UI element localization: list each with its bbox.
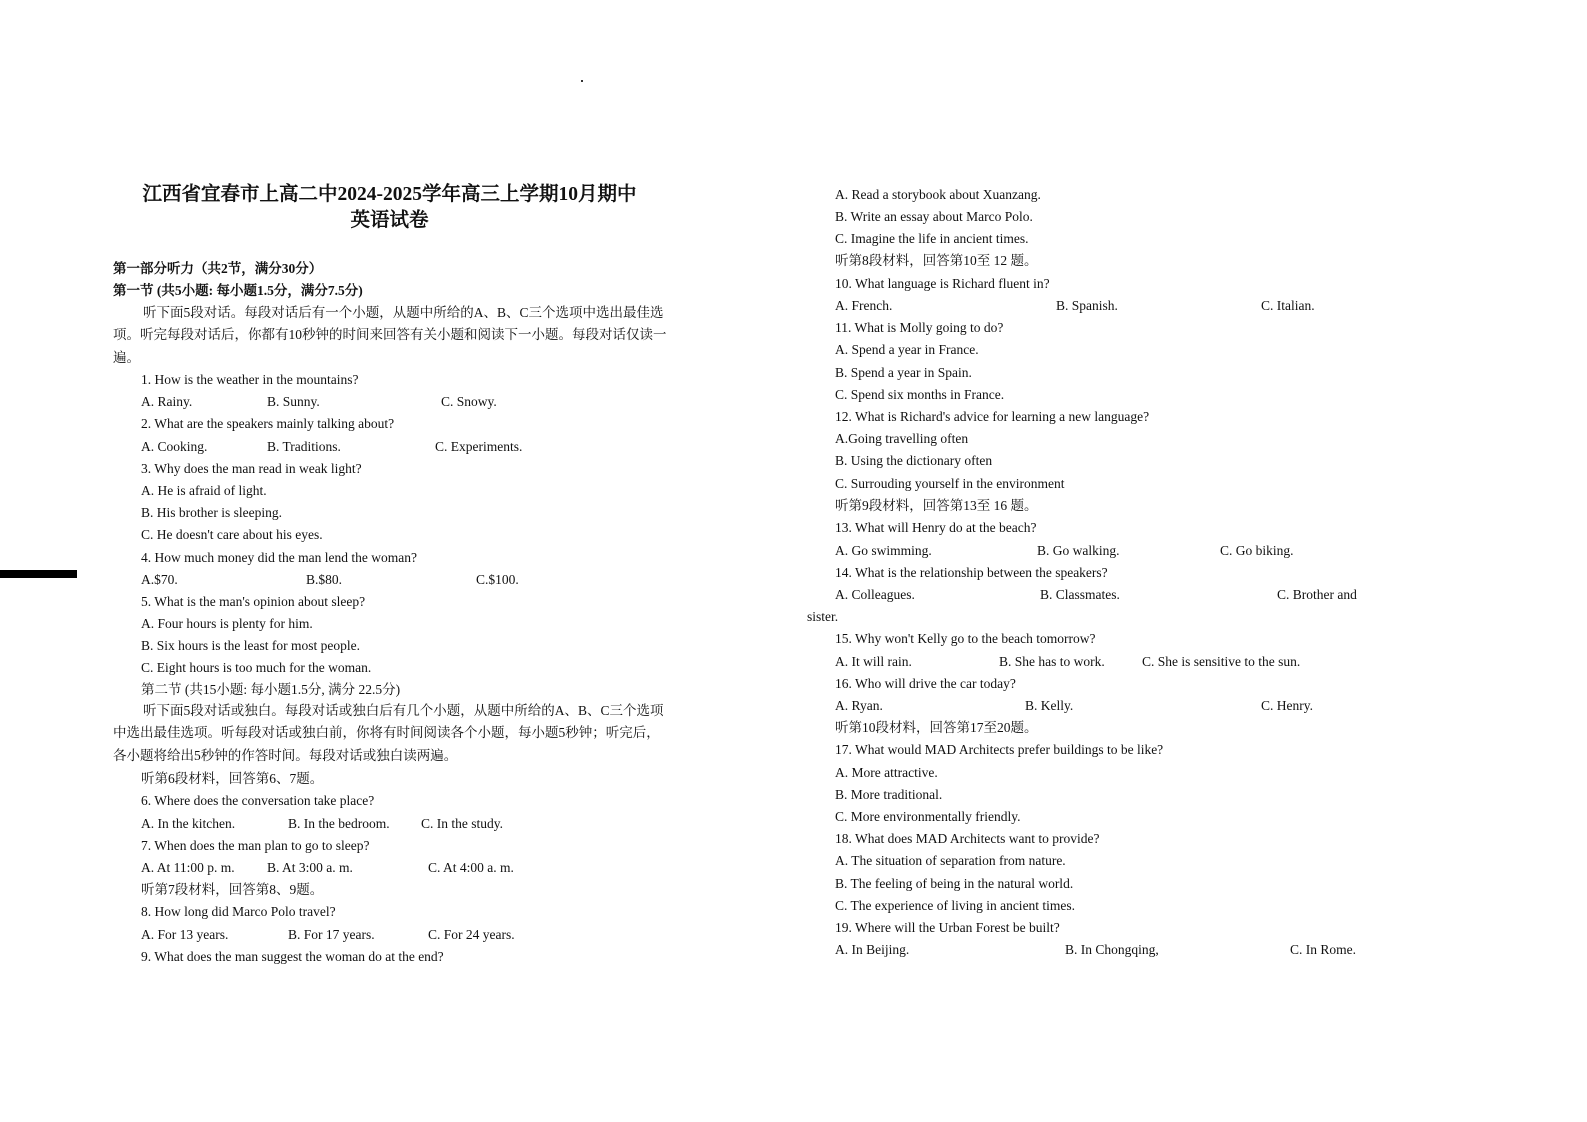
exam-line: C. Surrouding yourself in the environment <box>835 476 1065 491</box>
exam-line: A. In Beijing. <box>835 942 910 957</box>
exam-line: 3. Why does the man read in weak light? <box>141 461 362 476</box>
exam-line: C. For 24 years. <box>428 927 515 942</box>
exam-line: C. Spend six months in France. <box>835 387 1005 402</box>
exam-line: A. Ryan. <box>835 698 883 713</box>
exam-line: A. For 13 years. <box>141 927 229 942</box>
exam-line: B.$80. <box>306 572 343 587</box>
exam-line: 1. How is the weather in the mountains? <box>141 372 359 387</box>
exam-line: C. More environmentally friendly. <box>835 809 1021 824</box>
exam-line: B. Six hours is the least for most people. <box>141 638 360 653</box>
exam-line: C. Henry. <box>1261 698 1313 713</box>
part1-header: 第一部分听力（共2节，满分30分） <box>113 261 323 276</box>
stray-dot <box>581 80 583 82</box>
exam-line: 11. What is Molly going to do? <box>835 320 1004 335</box>
exam-line: 听第9段材料，回答第13至 16 题。 <box>835 498 1038 513</box>
exam-line: B. Spanish. <box>1056 298 1118 313</box>
exam-line: 12. What is Richard's advice for learning a new language? <box>835 409 1150 424</box>
exam-line: 听第7段材料，回答第8、9题。 <box>141 882 324 897</box>
exam-line: A. Rainy. <box>141 394 193 409</box>
exam-line: C. He doesn't care about his eyes. <box>141 527 323 542</box>
exam-line: 8. How long did Marco Polo travel? <box>141 904 336 919</box>
exam-line: B. Kelly. <box>1025 698 1074 713</box>
exam-line: A. Four hours is plenty for him. <box>141 616 313 631</box>
exam-line: C.$100. <box>476 572 519 587</box>
exam-line: B. The feeling of being in the natural world. <box>835 876 1074 891</box>
exam-line: A.$70. <box>141 572 178 587</box>
exam-line: 18. What does MAD Architects want to provide? <box>835 831 1100 846</box>
exam-line: B. At 3:00 a. m. <box>267 860 353 875</box>
exam-line: A. The situation of separation from nature. <box>835 853 1066 868</box>
exam-line: 6. Where does the conversation take place? <box>141 793 375 808</box>
exam-line: B. In the bedroom. <box>288 816 390 831</box>
exam-line: B. Classmates. <box>1040 587 1120 602</box>
exam-line: B. She has to work. <box>999 654 1105 669</box>
exam-line: A. Read a storybook about Xuanzang. <box>835 187 1041 202</box>
exam-line: 7. When does the man plan to go to sleep? <box>141 838 370 853</box>
exam-line: B. Go walking. <box>1037 543 1120 558</box>
section2-header: 第二节 (共15小题: 每小题1.5分, 满分 22.5分) <box>141 682 401 697</box>
exam-line: A. Go swimming. <box>835 543 932 558</box>
exam-line: 听第6段材料，回答第6、7题。 <box>141 771 324 786</box>
exam-line: 听第10段材料，回答第17至20题。 <box>835 720 1038 735</box>
margin-marker <box>0 570 77 578</box>
exam-line: C. Eight hours is too much for the woman. <box>141 660 372 675</box>
exam-line: 听第8段材料，回答第10至 12 题。 <box>835 253 1038 268</box>
exam-line: 4. How much money did the man lend the woman? <box>141 550 417 565</box>
exam-title-line2: 英语试卷 <box>350 210 429 231</box>
exam-line: B. For 17 years. <box>288 927 375 942</box>
exam-line: A. He is afraid of light. <box>141 483 267 498</box>
exam-title-line1: 江西省宜春市上高二中2024-2025学年高三上学期10月期中 <box>142 184 637 205</box>
exam-line: 9. What does the man suggest the woman do at the end? <box>141 949 444 964</box>
exam-line: C. Go biking. <box>1220 543 1294 558</box>
exam-line: 19. Where will the Urban Forest be built? <box>835 920 1060 935</box>
exam-line: C. In the study. <box>421 816 503 831</box>
exam-line: B. Traditions. <box>267 439 341 454</box>
exam-line: B. Spend a year in Spain. <box>835 365 972 380</box>
exam-line: C. Snowy. <box>441 394 497 409</box>
exam-line: A. In the kitchen. <box>141 816 236 831</box>
exam-line: C. At 4:00 a. m. <box>428 860 514 875</box>
exam-line: 15. Why won't Kelly go to the beach tomorrow? <box>835 631 1096 646</box>
exam-line: 16. Who will drive the car today? <box>835 676 1016 691</box>
exam-line: B. Using the dictionary often <box>835 453 993 468</box>
exam-line: A. French. <box>835 298 893 313</box>
exam-line: A. It will rain. <box>835 654 912 669</box>
exam-line: C. Imagine the life in ancient times. <box>835 231 1029 246</box>
exam-line: C. Experiments. <box>435 439 523 454</box>
exam-line: A. Cooking. <box>141 439 208 454</box>
exam-line: C. She is sensitive to the sun. <box>1142 654 1301 669</box>
exam-line: sister. <box>807 609 839 624</box>
exam-line: B. In Chongqing, <box>1065 942 1159 957</box>
exam-line: A. Spend a year in France. <box>835 342 979 357</box>
exam-line: A. At 11:00 p. m. <box>141 860 235 875</box>
exam-line: 10. What language is Richard fluent in? <box>835 276 1050 291</box>
exam-line: C. The experience of living in ancient times. <box>835 898 1076 913</box>
exam-line: B. His brother is sleeping. <box>141 505 282 520</box>
exam-line: A. Colleagues. <box>835 587 915 602</box>
exam-line: C. Brother and <box>1277 587 1357 602</box>
exam-line: C. Italian. <box>1261 298 1315 313</box>
exam-line: A. More attractive. <box>835 765 938 780</box>
exam-line: 13. What will Henry do at the beach? <box>835 520 1037 535</box>
exam-line: 17. What would MAD Architects prefer buildings to be like? <box>835 742 1164 757</box>
section1-header: 第一节 (共5小题: 每小题1.5分，满分7.5分) <box>113 283 363 298</box>
exam-line: C. In Rome. <box>1290 942 1356 957</box>
exam-line: 5. What is the man's opinion about sleep? <box>141 594 366 609</box>
exam-line: 14. What is the relationship between the speakers? <box>835 565 1108 580</box>
exam-line: B. Sunny. <box>267 394 320 409</box>
exam-line: B. Write an essay about Marco Polo. <box>835 209 1033 224</box>
exam-line: B. More traditional. <box>835 787 943 802</box>
exam-line: 2. What are the speakers mainly talking about? <box>141 416 395 431</box>
exam-line: A.Going travelling often <box>835 431 969 446</box>
section2-instructions: 听下面5段对话或独白。每段对话或独白后有几个小题，从题中所给的A、B、C三个选项中选出最佳选项。听每段对话或独白前，你将有时间阅读各个小题，每小题5秒钟；听完后，各小题将给出5秒钟的作答时间。每段对话或独白读两遍。 <box>113 703 664 763</box>
section1-instructions: 听下面5段对话。每段对话后有一个小题，从题中所给的A、B、C三个选项中选出最佳选项。听完每段对话后，你都有10秒钟的时间来回答有关小题和阅读下一小题。每段对话仅读一遍。 <box>113 305 667 365</box>
